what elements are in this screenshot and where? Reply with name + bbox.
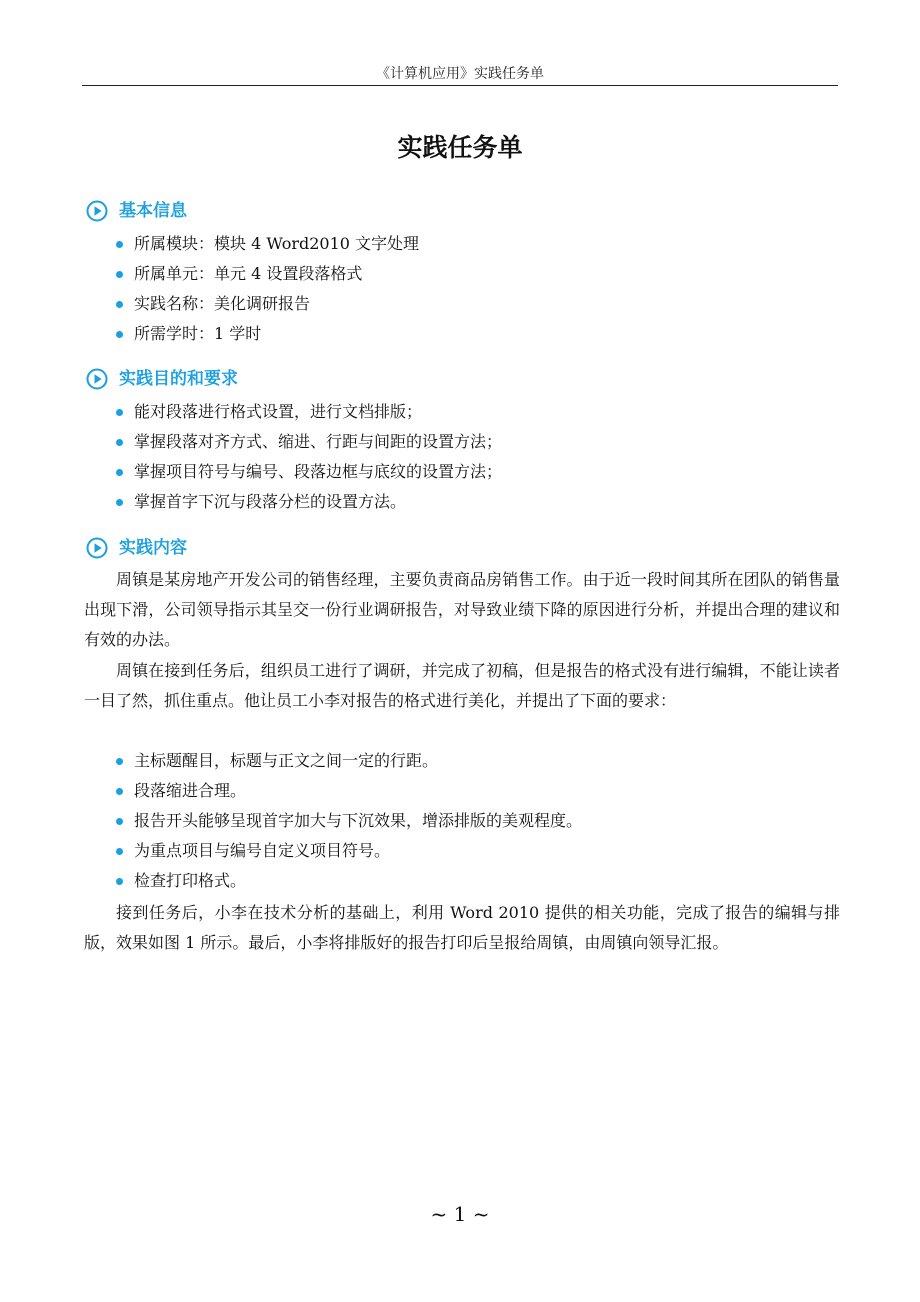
content-paragraph: 周镇是某房地产开发公司的销售经理，主要负责商品房销售工作。由于近一段时间其所在团队的销售量出现下滑，公司领导指示其呈交一份行业调研报告，对导致业绩下降的原因进行分析，并提出合理的建议和有效的办法。: [84, 570, 840, 649]
content-paragraph: 周镇在接到任务后，组织员工进行了调研，并完成了初稿，但是报告的格式没有进行编辑，不能让读者一目了然，抓住重点。他让员工小李对报告的格式进行美化，并提出了下面的要求：: [84, 661, 840, 710]
section-heading-content: [86, 534, 187, 562]
list-item: 主标题醒目，标题与正文之间一定的行距。: [116, 746, 582, 776]
play-circle-icon: [86, 200, 108, 222]
content-paragraph: 接到任务后，小李在技术分析的基础上，利用 Word 2010 提供的相关功能，完成了报告的编辑与排版，效果如图 1 所示。最后，小李将排版好的报告打印后呈报给周镇，由周镇向领导汇报。: [84, 903, 840, 952]
section-heading-goals: [86, 365, 238, 393]
goals-list: [116, 397, 502, 517]
page-number: ~ 1 ~: [430, 1202, 490, 1226]
list-item: 为重点项目与编号自定义项目符号。: [116, 836, 582, 866]
bullet-dot-icon: [116, 331, 123, 338]
bullet-dot-icon: [116, 301, 123, 308]
list-item: 实践名称：美化调研报告: [116, 289, 419, 319]
requirements-list: [116, 746, 582, 896]
document-title: 实践任务单: [397, 133, 523, 162]
list-item: 所需学时：1 学时: [116, 319, 419, 349]
list-item: 掌握段落对齐方式、缩进、行距与间距的设置方法；: [116, 427, 502, 457]
bullet-dot-icon: [116, 241, 123, 248]
basic-info-list: [116, 229, 419, 349]
bullet-dot-icon: [116, 439, 123, 446]
bullet-dot-icon: [116, 469, 123, 476]
list-item: 能对段落进行格式设置，进行文档排版；: [116, 397, 502, 427]
section-heading-label: 实践内容: [119, 538, 187, 558]
bullet-dot-icon: [116, 818, 123, 825]
list-item: 段落缩进合理。: [116, 776, 582, 806]
section-heading-label: 实践目的和要求: [119, 369, 238, 389]
play-circle-icon: [86, 537, 108, 559]
running-header: 《计算机应用》实践任务单: [376, 66, 544, 82]
list-item: 所属模块：模块 4 Word2010 文字处理: [116, 229, 419, 259]
bullet-dot-icon: [116, 878, 123, 885]
list-item: 检查打印格式。: [116, 866, 582, 896]
section-heading-basic-info: [86, 197, 187, 225]
list-item: 掌握首字下沉与段落分栏的设置方法。: [116, 487, 502, 517]
bullet-dot-icon: [116, 499, 123, 506]
bullet-dot-icon: [116, 271, 123, 278]
bullet-dot-icon: [116, 758, 123, 765]
bullet-dot-icon: [116, 409, 123, 416]
bullet-dot-icon: [116, 848, 123, 855]
bullet-dot-icon: [116, 788, 123, 795]
list-item: 所属单元：单元 4 设置段落格式: [116, 259, 419, 289]
list-item: 报告开头能够呈现首字加大与下沉效果，增添排版的美观程度。: [116, 806, 582, 836]
play-circle-icon: [86, 368, 108, 390]
section-heading-label: 基本信息: [119, 201, 187, 221]
list-item: 掌握项目符号与编号、段落边框与底纹的设置方法；: [116, 457, 502, 487]
header-rule: [82, 85, 838, 86]
